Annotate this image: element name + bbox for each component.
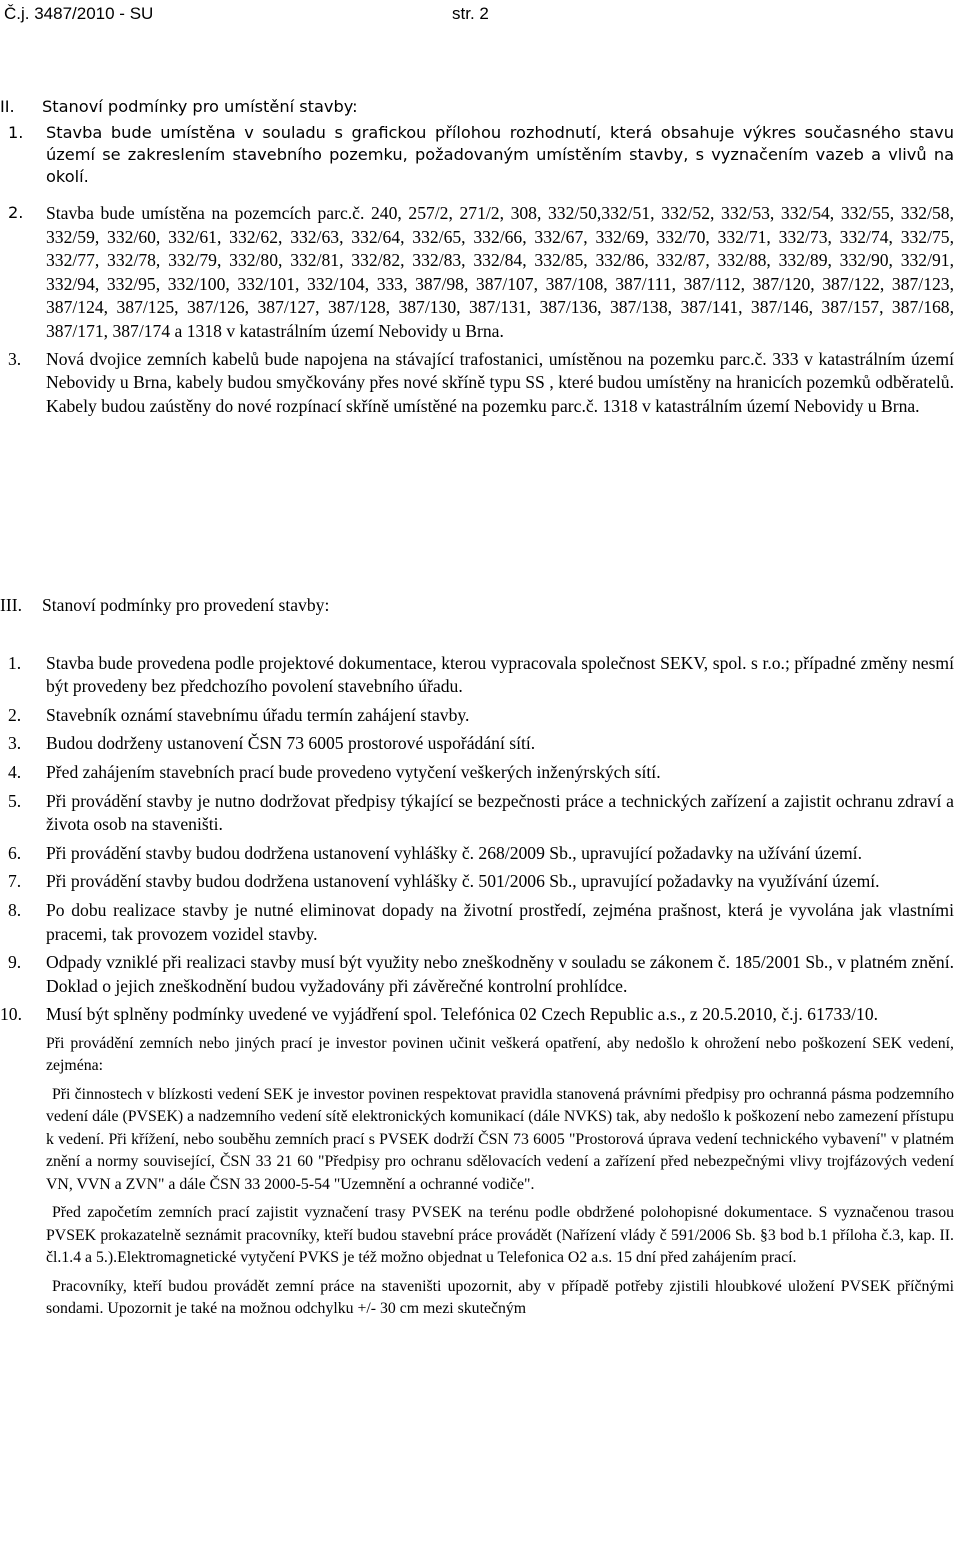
item-number: 3. xyxy=(8,348,22,369)
item-number: 1. xyxy=(8,123,24,142)
item-number: 2. xyxy=(8,203,24,222)
item-number: 6. xyxy=(8,842,22,863)
list-item xyxy=(0,202,954,344)
list-item xyxy=(0,790,954,837)
item-number: 8. xyxy=(8,899,22,920)
item-text: Budou dodrženy ustanovení ČSN 73 6005 prostorové uspořádání sítí. xyxy=(46,733,536,754)
item-text: Před zahájením stavebních prací bude provedeno vytyčení veškerých inženýrských sítí. xyxy=(46,761,661,782)
condition-paragraph: Pracovníky, kteří budou provádět zemní práce na staveništi upozornit, aby v případě potřeby zjistili hloubkové uložení PVSEK příčnými sondami. Upozornit je také na možnou odchylku +/- 30 cm mezi skutečným xyxy=(46,1277,954,1318)
list-item xyxy=(0,704,954,728)
section-iii-numeral: III. xyxy=(0,595,22,615)
section-ii-heading xyxy=(0,96,960,118)
item-text: Stavba bude provedena podle projektové dokumentace, kterou vypracovala společnost SEKV, spol. s r.o.; případné změny nesmí být provedeny bez předchozího povolení stavebního úřadu. xyxy=(46,652,954,697)
item-number: 10. xyxy=(0,1004,22,1025)
item-text: Musí být splněny podmínky uvedené ve vyjádření spol. Telefónica 02 Czech Republic a.s., z 20.5.2010, č.j. 61733/10. xyxy=(46,1004,879,1025)
condition-paragraph: Při provádění zemních nebo jiných prací je investor povinen učinit veškerá opatření, aby nedošlo k ohrožení nebo poškození SEK vedení, zejména: xyxy=(46,1034,954,1075)
item-number: 5. xyxy=(8,790,22,811)
page-number: str. 2 xyxy=(452,4,489,23)
list-item xyxy=(0,951,954,998)
section-iii-heading xyxy=(0,594,954,618)
item-text: Při provádění stavby budou dodržena ustanovení vyhlášky č. 268/2009 Sb., upravující požadavky na užívání území. xyxy=(46,842,862,863)
item-number: 2. xyxy=(8,704,22,725)
section-ii-title: Stanoví podmínky pro umístění stavby: xyxy=(42,97,358,116)
list-item xyxy=(0,1003,954,1027)
section-iii-title: Stanoví podmínky pro provedení stavby: xyxy=(42,595,330,615)
item-text: Po dobu realizace stavby je nutné eliminovat dopady na životní prostředí, zejména prašnost, která je vyvolána jak vlastními pracemi, tak provozem vozidel stavby. xyxy=(46,899,954,944)
item-text: Odpady vzniklé při realizaci stavby musí být využity nebo zneškodněny v souladu se zákonem č. 185/2001 Sb., v platném znění. Doklad o jejich zneškodnění budou vyžadovány při závěrečné kontrolní prohlídce. xyxy=(46,952,954,996)
list-item xyxy=(0,761,954,785)
item-number: 4. xyxy=(8,761,22,782)
item-text: Při provádění stavby budou dodržena ustanovení vyhlášky č. 501/2006 Sb., upravující požadavky na využívání území. xyxy=(46,871,880,892)
list-item xyxy=(0,870,954,894)
case-number: Č.j. 3487/2010 - SU xyxy=(4,4,154,23)
section-iii xyxy=(0,594,954,1321)
item-text: Stavba bude umístěna v souladu s grafickou přílohou rozhodnutí, která obsahuje výkres současného stavu území se zakreslením stavebního pozemku, požadovaným umístěním stavby, s vyznačením vazeb a vlivů na okolí. xyxy=(46,123,954,186)
item-text: Stavebník oznámí stavebnímu úřadu termín zahájení stavby. xyxy=(46,704,470,725)
list-item xyxy=(0,732,954,756)
condition-paragraph: Při činnostech v blízkosti vedení SEK je investor povinen respektovat pravidla stanovená právními předpisy pro ochranná pásma podzemního vedení dále (PVSEK) a nadzemního vedení sítě elektronických komunikací (dále NVKS) tak, aby nedošlo k poškození nebo zamezení přístupu k vedení. Při křížení, nebo souběhu zemních prací s PVSEK dodrží ČSN 73 6005 "Prostorová úprava vedení technického vybavení" v platném znění a normy související, ČSN 33 21 60 "Předpisy pro ochranu sdělovacích vedení a zařízení před nebezpečnými vlivy trojfázových vedení VN, VVN a ZVN" a dále ČSN 33 2000-5-54 "Uzemnění a ochranné vodiče". xyxy=(46,1085,954,1193)
list-item xyxy=(0,652,954,699)
item-text: Při provádění stavby je nutno dodržovat předpisy týkající se bezpečnosti práce a technických zařízení a zajistit ochranu zdraví a života osob na staveništi. xyxy=(46,790,954,835)
section-ii-numeral: II. xyxy=(0,97,15,116)
item-number: 3. xyxy=(8,733,22,754)
list-item xyxy=(0,348,954,419)
item-text: Stavba bude umístěna na pozemcích parc.č. 240, 257/2, 271/2, 308, 332/50,332/51, 332/52, 332/53, 332/54, 332/55, 332/58, 332/59, 332/60, 332/61, 332/62, 332/63, 332/64, 332/65, 332/66, 332/67, 332/69, 332/70, 332/71, 332/73, 332/74, 332/75, 332/77, 332/78, 332/79, 332/80, 332/81, 332/82, 332/83, 332/84, 332/85, 332/86, 332/87, 332/88, 332/89, 332/90, 332/91, 332/94, 332/95, 332/100, 332/101, 332/104, 333, 387/98, 387/107, 387/108, 387/111, 387/112, 387/120, 387/122, 387/123, 387/124, 387/125, 387/126, 387/127, 387/128, 387/130, 387/131, 387/136, 387/138, 387/141, 387/146, 387/157, 387/168, 387/171, 387/174 a 1318 v katastrálním území Nebovidy u Brna. xyxy=(46,203,954,341)
item-number: 7. xyxy=(8,871,22,892)
item-number: 1. xyxy=(8,652,22,673)
item-number: 9. xyxy=(8,952,22,973)
item-text: Nová dvojice zemních kabelů bude napojena na stávající trafostanici, umístěnou na pozemku parc.č. 333 v katastrálním území Nebovidy u Brna, kabely budou smyčkovány přes nové skříně typu SS , které budou umístěny na hranicích pozemků odběratelů. Kabely budou zaústěny do nové rozpínací skříně umístěné na pozemku parc.č. 1318 v katastrálním území Nebovidy u Brna. xyxy=(46,348,954,416)
condition-paragraph: Před započetím zemních prací zajistit vyznačení trasy PVSEK na terénu podle obdržené polohopisné dokumentace. S vyznačenou trasou PVSEK prokazatelně seznámit pracovníky, kteří budou stavební práce provádět (Nařízení vlády č 591/2006 Sb. §3 bod b.1 příloha č.3, kap. II. čl.1.4 a 5.).Elektromagnetické vytyčení PVKS je též možno objednat u Telefonica O2 a.s. 15 dní před zahájením prací. xyxy=(46,1204,954,1267)
list-item xyxy=(0,122,954,188)
list-item xyxy=(0,899,954,946)
list-item xyxy=(0,842,954,866)
section-ii-items xyxy=(0,122,954,418)
